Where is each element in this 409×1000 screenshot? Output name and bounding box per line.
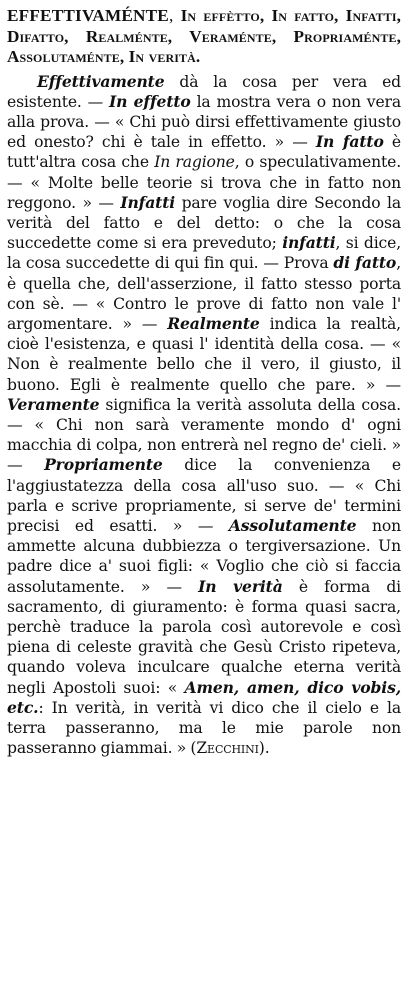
body-text: indica la realtà, cioè l'esistenza, e quasi l' identità della cosa. — « Non è realmente bello che il vero, il giusto, il buono. Egli è realmente quello che pare. » — [7,314,401,394]
body-text: significa la verità assoluta della cosa. — « Chi non sarà veramente mondo d' ogni macchia di colpa, non entrerà nel regno de' cieli. » — [7,395,401,475]
body-text: , si dice, la cosa succedette di qui fin qui. — Prova [7,234,402,273]
body-text: , o speculativamente. — « Molte belle teorie si trova che in fatto non reggono. » — [7,153,402,212]
body-text: pare voglia dire Secondo la verità del fatto e del detto: o che la cosa succedette come si era preveduto; [7,193,401,253]
body-text: dice la convenienza e l'aggiustatezza della cosa all'uso suo. — « Chi parla e scrive propriamente, si serve de' termini precisi ed esatti. » — [7,456,401,535]
body-text: ). [258,739,270,758]
body-text: è tutt'altra cosa che [7,133,401,172]
synonym-term: Effettivamente [37,71,165,91]
entry-synonyms: In effètto, In fatto, Infatti, Difatto, Realménte, Veraménte, Propriaménte, Assolutaménte, In verità. [7,6,401,66]
synonym-term: Amen, amen, dico vobis, etc. [7,677,401,717]
entry-heading [7,6,401,68]
synonym-term: Realmente [167,313,260,333]
synonym-term: infatti [282,233,336,253]
synonym-term: In verità [198,576,283,596]
italic-phrase: In ragione [154,153,235,172]
author-name: Zecchini [196,739,259,758]
synonym-term: In fatto [315,132,384,152]
synonym-term: Propriamente [44,455,163,475]
body-text: non ammette alcuna dubbiezza o tergiversazione. Un padre dice a' suoi figli: « Voglio che ciò si faccia assolutamente. » — [7,516,401,596]
synonym-term: Infatti [120,192,176,212]
synonym-term: Assolutamente [228,515,357,535]
body-text: , è quella che, dell'asserzione, il fatto stesso porta con sè. — « Contro le prove di fatto non vale l' argomentare. » — [7,254,401,333]
headword-separator: , [168,6,181,25]
body-text: è forma di sacramento, di giuramento: è forma quasi sacra, perchè traduce la parola così autorevole e così piena di celeste gravità che Gesù Cristo ripeteva, quando voleva inculcare qualche eterna verità negli Apostoli suoi: « [7,577,401,697]
entry-headword: EFFETTIVAMÉNTE [7,6,169,25]
synonym-term: Veramente [7,394,100,414]
body-text: dà la cosa per vera ed esistente. — [7,72,401,111]
body-text: la mostra vera o non vera alla prova. — « Chi può dirsi effettivamente giusto ed onesto? chi è tale in effetto. » — [7,92,401,152]
entry-body [7,72,401,759]
synonym-term: di fatto [333,253,397,273]
body-text: : In verità, in verità vi dico che il cielo e la terra passeranno, ma le mie parole non passeranno giammai. » ( [7,698,401,758]
synonym-term: In effetto [108,91,191,111]
